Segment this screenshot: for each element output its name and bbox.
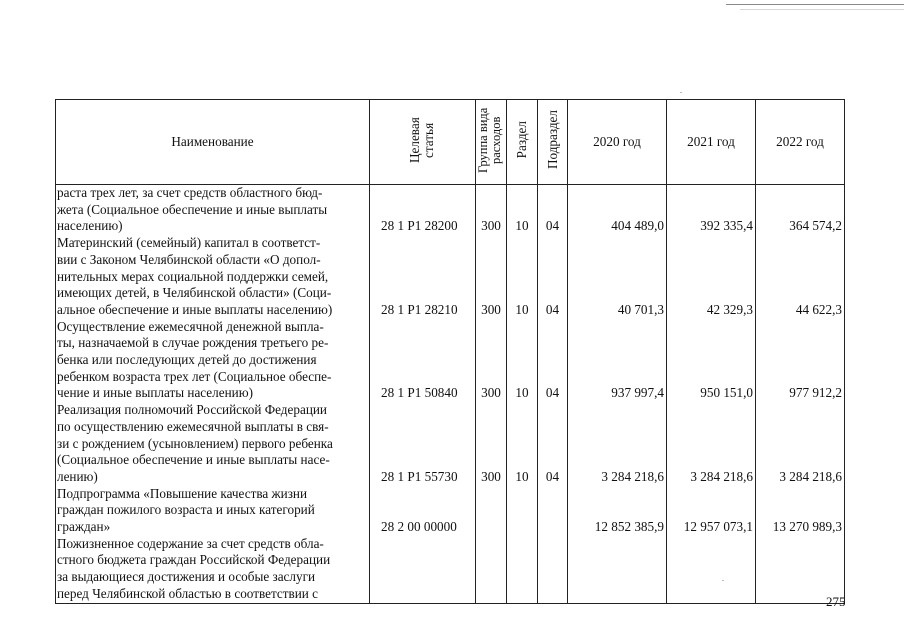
row-subsection (538, 536, 568, 603)
table-row (56, 185, 845, 236)
row-name-line: Подпрограмма «Повышение качества жизни (57, 485, 308, 501)
top-rule-faint (740, 9, 904, 10)
table-row (56, 235, 845, 319)
budget-table (55, 99, 845, 604)
row-name-cell (56, 536, 370, 603)
header-name: Наименование (56, 100, 370, 185)
row-name-line: лению) (57, 468, 98, 484)
row-value-2021: 3 284 218,6 (667, 402, 756, 486)
row-section (507, 536, 538, 603)
row-value-2021 (667, 536, 756, 603)
row-target-article (370, 536, 476, 603)
row-name-cell (56, 319, 370, 403)
row-section: 10 (507, 235, 538, 319)
row-subsection: 04 (538, 402, 568, 486)
row-value-2021: 950 151,0 (667, 319, 756, 403)
row-name-line: ребенком возраста трех лет (Социальное обеспе- (57, 368, 332, 384)
row-name-line: перед Челябинской областью в соответствии с (57, 585, 318, 601)
row-expense-group: 300 (476, 235, 507, 319)
row-name-line: бенка или последующих детей до достижения (57, 352, 317, 368)
row-name-line: граждан» (57, 519, 111, 535)
row-name-line: ты, назначаемой в случае рождения третьего ре- (57, 335, 329, 351)
row-expense-group (476, 536, 507, 603)
row-expense-group: 300 (476, 185, 507, 236)
table-header-row (56, 100, 845, 185)
row-name-line: вии с Законом Челябинской области «О допол- (57, 251, 321, 267)
row-name-line: зи с рождением (усыновлением) первого ребенка (57, 435, 333, 451)
row-value-2020: 3 284 218,6 (568, 402, 667, 486)
row-expense-group: 300 (476, 402, 507, 486)
row-name-cell (56, 486, 370, 536)
row-name-cell (56, 235, 370, 319)
row-target-article: 28 2 00 00000 (370, 486, 476, 536)
row-name-line: альное обеспечение и иные выплаты населению) (57, 301, 333, 317)
row-subsection (538, 486, 568, 536)
row-expense-group: 300 (476, 319, 507, 403)
row-name-line: населению) (57, 218, 123, 234)
row-value-2022: 3 284 218,6 (756, 402, 845, 486)
row-section: 10 (507, 185, 538, 236)
row-name-line: жета (Социальное обеспечение и иные выплаты (57, 201, 328, 217)
table-row (56, 319, 845, 403)
row-value-2021: 392 335,4 (667, 185, 756, 236)
row-name-line: имеющих детей, в Челябинской области» (Соци- (57, 285, 332, 301)
header-2020: 2020 год (568, 100, 667, 185)
row-value-2020: 404 489,0 (568, 185, 667, 236)
row-value-2022: 13 270 989,3 (756, 486, 845, 536)
row-name-line: стного бюджета граждан Российской Федерации (57, 552, 331, 568)
header-2021: 2021 год (667, 100, 756, 185)
row-target-article: 28 1 P1 55730 (370, 402, 476, 486)
row-name-line: Материнский (семейный) капитал в соответст- (57, 235, 321, 251)
row-value-2022: 44 622,3 (756, 235, 845, 319)
row-value-2020: 40 701,3 (568, 235, 667, 319)
row-name-line: Пожизненное содержание за счет средств обла- (57, 535, 324, 551)
table-row (56, 402, 845, 486)
row-target-article: 28 1 P1 50840 (370, 319, 476, 403)
table-row (56, 486, 845, 536)
header-subsection: Подраздел (538, 100, 568, 185)
row-value-2021: 42 329,3 (667, 235, 756, 319)
row-name-line: по осуществлению ежемесячной выплаты в свя- (57, 418, 329, 434)
header-2022: 2022 год (756, 100, 845, 185)
table-row (56, 536, 845, 603)
row-section: 10 (507, 402, 538, 486)
row-subsection: 04 (538, 319, 568, 403)
row-target-article: 28 1 P1 28200 (370, 185, 476, 236)
row-name-line: граждан пожилого возраста и иных категорий (57, 502, 315, 518)
row-value-2020 (568, 536, 667, 603)
scan-speck (722, 580, 724, 581)
row-name-line: (Социальное обеспечение и иные выплаты насе- (57, 452, 330, 468)
row-value-2022: 364 574,2 (756, 185, 845, 236)
row-name-line: Осуществление ежемесячной денежной выпла- (57, 318, 324, 334)
top-rule (726, 4, 904, 5)
row-value-2021: 12 957 073,1 (667, 486, 756, 536)
scan-speck (680, 92, 682, 93)
header-target-article: Целевая статья (370, 100, 476, 185)
row-name-line: чение и иные выплаты населению) (57, 385, 253, 401)
row-value-2020: 937 997,4 (568, 319, 667, 403)
row-subsection: 04 (538, 235, 568, 319)
row-expense-group (476, 486, 507, 536)
header-section: Раздел (507, 100, 538, 185)
row-name-line: Реализация полномочий Российской Федерации (57, 402, 327, 418)
row-target-article: 28 1 P1 28210 (370, 235, 476, 319)
row-name-cell (56, 402, 370, 486)
row-name-line: за выдающиеся достижения и особые заслуги (57, 569, 316, 585)
row-name-cell (56, 185, 370, 236)
row-section: 10 (507, 319, 538, 403)
row-section (507, 486, 538, 536)
row-name-line: раста трех лет, за счет средств областного бюд- (57, 185, 323, 200)
row-value-2022 (756, 536, 845, 603)
row-value-2022: 977 912,2 (756, 319, 845, 403)
page-number: 275 (826, 594, 846, 609)
row-subsection: 04 (538, 185, 568, 236)
row-value-2020: 12 852 385,9 (568, 486, 667, 536)
header-expense-group: Группа вида расходов (476, 100, 507, 185)
row-name-line: нительных мерах социальной поддержки семей, (57, 268, 329, 284)
